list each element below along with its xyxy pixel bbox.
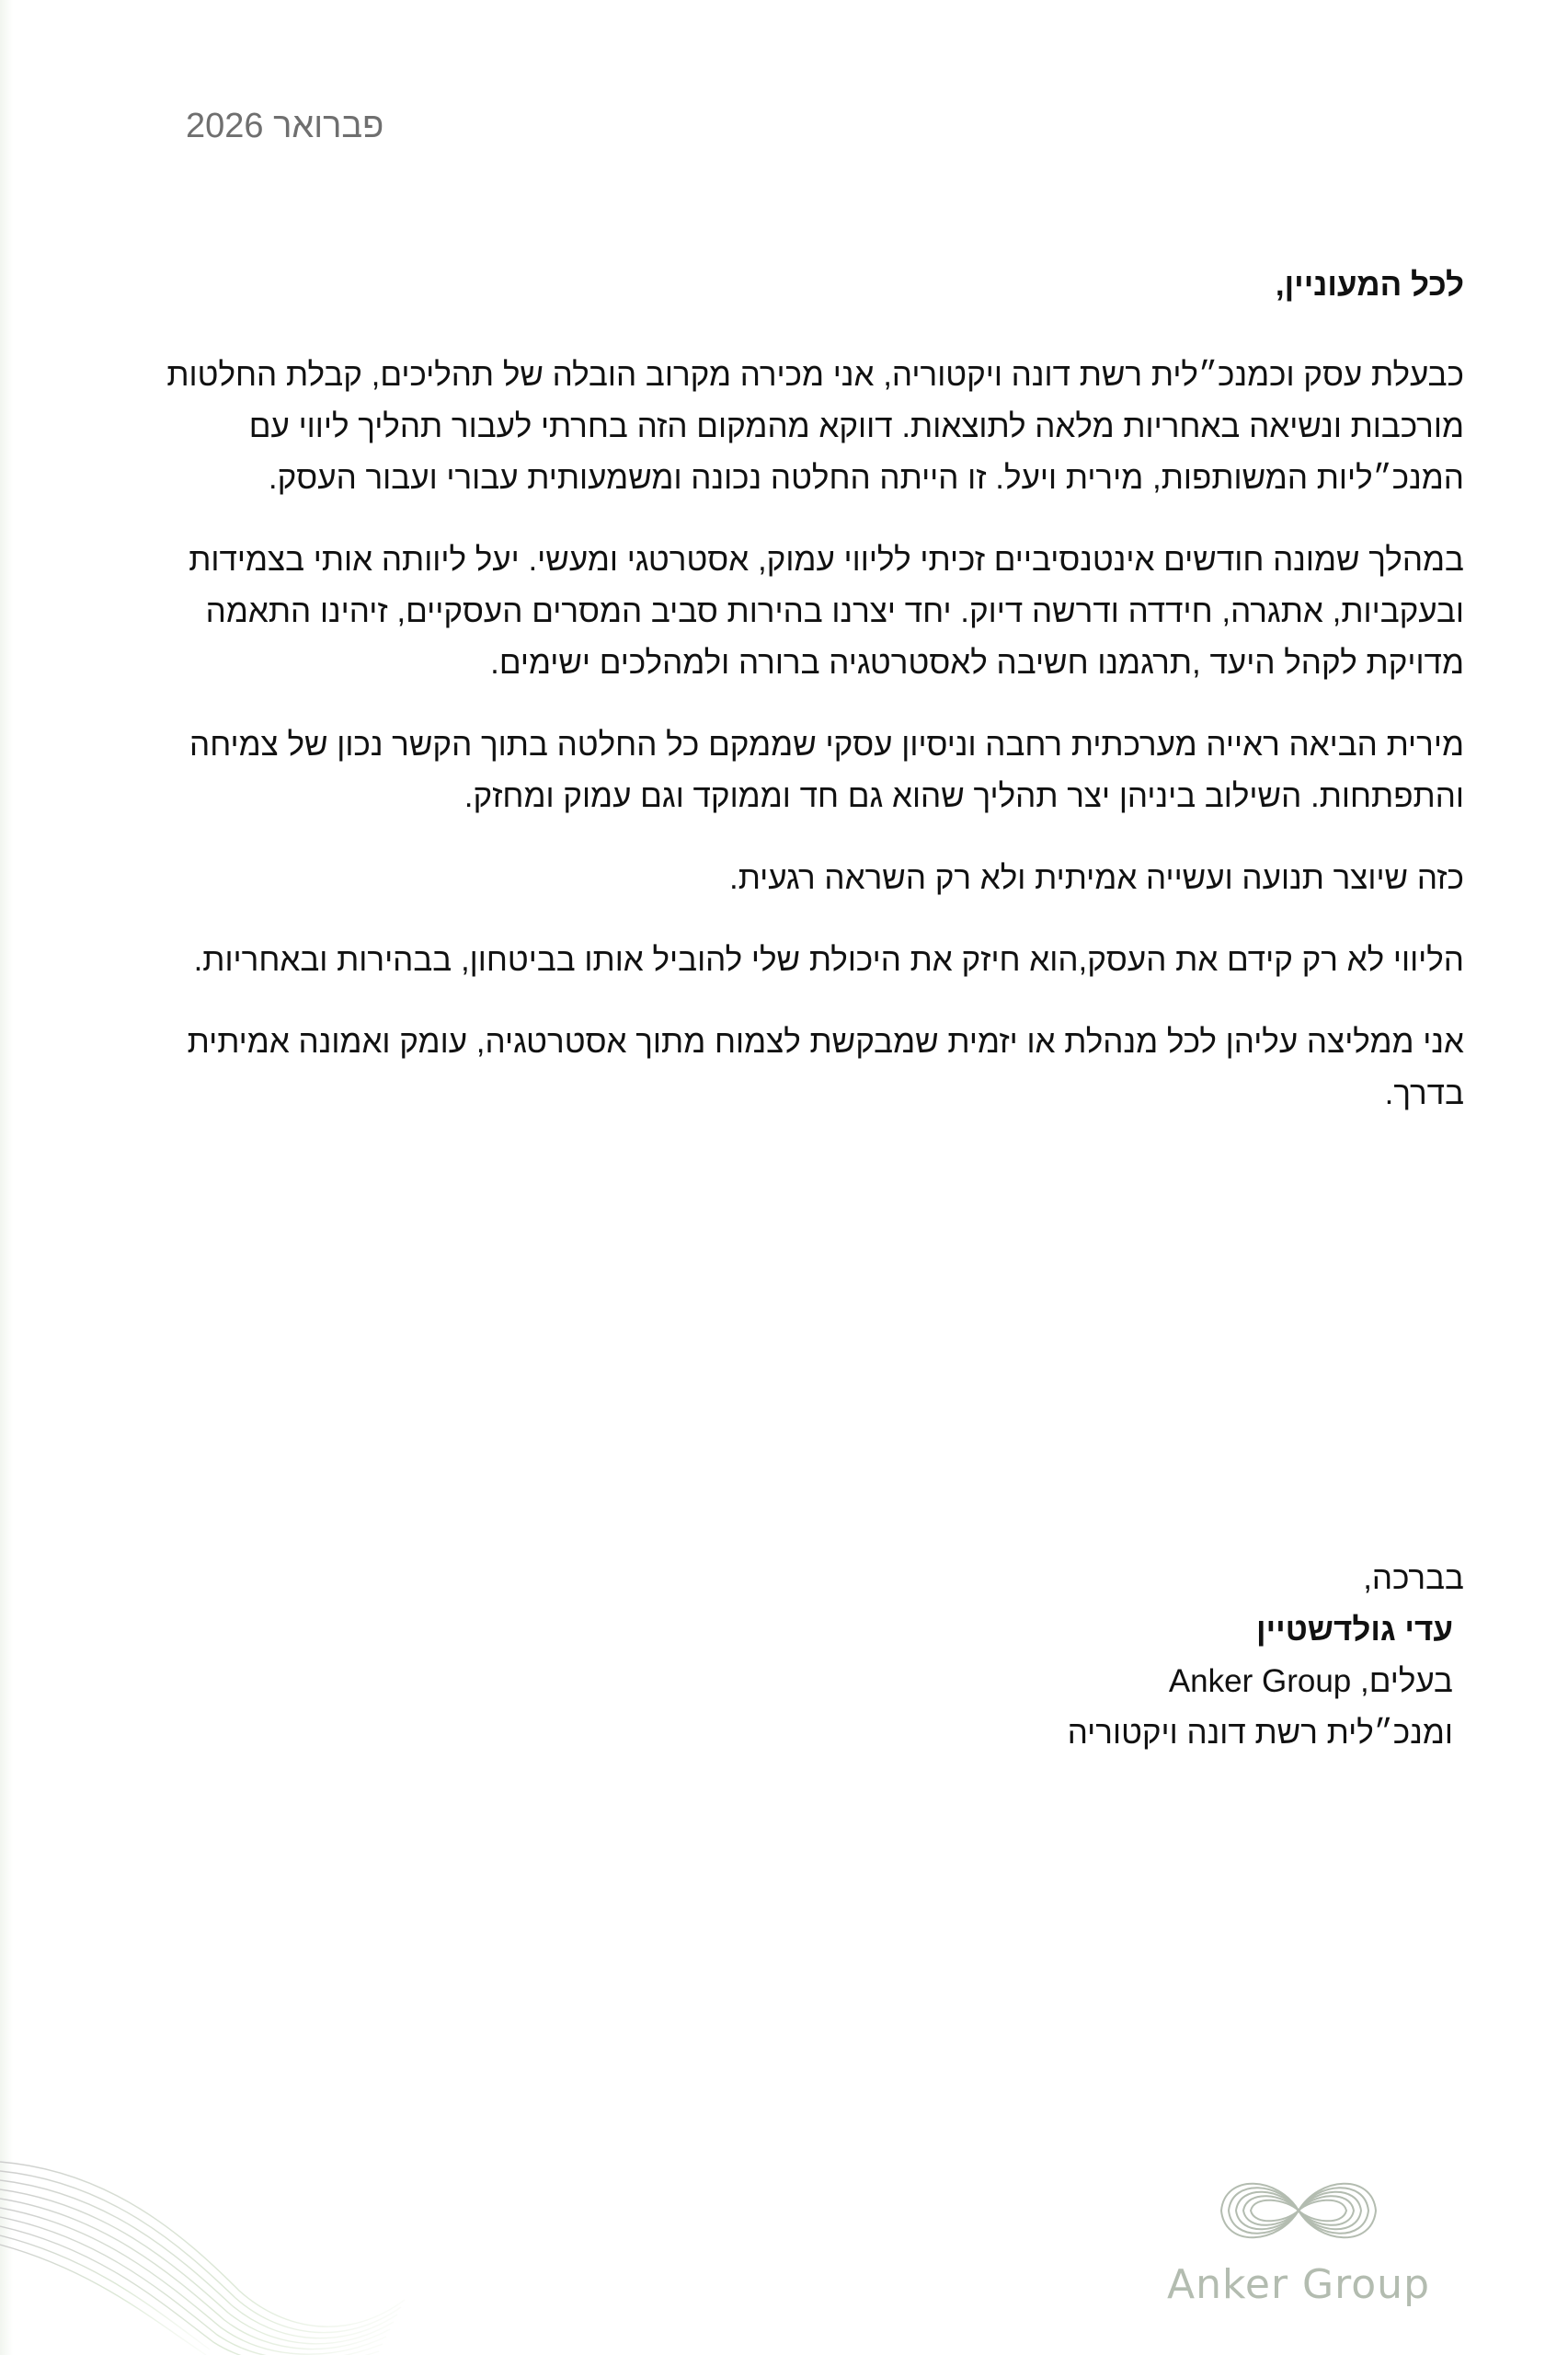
signature-role-line: בעלים, Anker Group <box>1168 1663 1453 1699</box>
signature-block <box>820 1553 1464 1759</box>
letter-paragraph: במהלך שמונה חודשים אינטנסיביים זכיתי לליווי עמוק, אסטרטגי ומעשי. יעל ליוותה אותי בצמידות ובעקביות, אתגרה, חידדה ודרשה דיוק. יחד יצרנו בהירות סביב המסרים העסקיים, זיהינו התאמה מדויקת לקהל היעד ,תרגמנו חשיבה לאסטרטגיה ברורה ולמהלכים ישימים. <box>189 542 1464 681</box>
letter-greeting: לכל המעוניין, <box>1275 267 1464 303</box>
signature-closing: בברכה, <box>1363 1560 1464 1596</box>
letter-paragraph: אני ממליצה עליהן לכל מנהלת או יזמית שמבקשת לצמוח מתוך אסטרטגיה, עומק ואמונה אמיתית בדרך. <box>187 1024 1464 1111</box>
letter-paragraph: מירית הביאה ראייה מערכתית רחבה וניסיון עסקי שממקם כל החלטה בתוך הקשר נכון של צמיחה והתפתחות. השילוב ביניהן יצר תהליך שהוא גם חד וממוקד וגם עמוק ומחזק. <box>189 727 1464 814</box>
logo-wordmark: Anker Group <box>1167 2261 1430 2308</box>
decorative-waves <box>0 2134 423 2355</box>
letter-paragraph: כזה שיוצר תנועה ועשייה אמיתית ולא רק השראה רגעית. <box>728 860 1464 896</box>
letter-body <box>121 259 1464 1150</box>
anker-group-logo <box>1161 2160 1436 2326</box>
letter-date: פברואר 2026 <box>186 107 384 145</box>
signature-name: עדי גולדשטיין <box>1256 1612 1453 1648</box>
infinity-icon <box>1197 2160 1400 2261</box>
letter-paragraph: כבעלת עסק וכמנכ״לית רשת דונה ויקטוריה, אני מכירה מקרוב הובלה של תהליכים, קבלת החלטות מורכבות ונשיאה באחריות מלאה לתוצאות. דווקא מהמקום הזה בחרתי לעבור תהליך ליווי עם המנכ״ליות המשותפות, מירית ויעל. זו הייתה החלטה נכונה ומשמעותית עבורי ועבור העסק. <box>166 357 1464 496</box>
signature-role-line: ומנכ״לית רשת דונה ויקטוריה <box>1067 1715 1453 1751</box>
page-edge-shading <box>0 0 13 2355</box>
letter-paragraph: הליווי לא רק קידם את העסק,הוא חיזק את היכולת שלי להוביל אותו בביטחון, בבהירות ובאחריות. <box>193 942 1464 978</box>
